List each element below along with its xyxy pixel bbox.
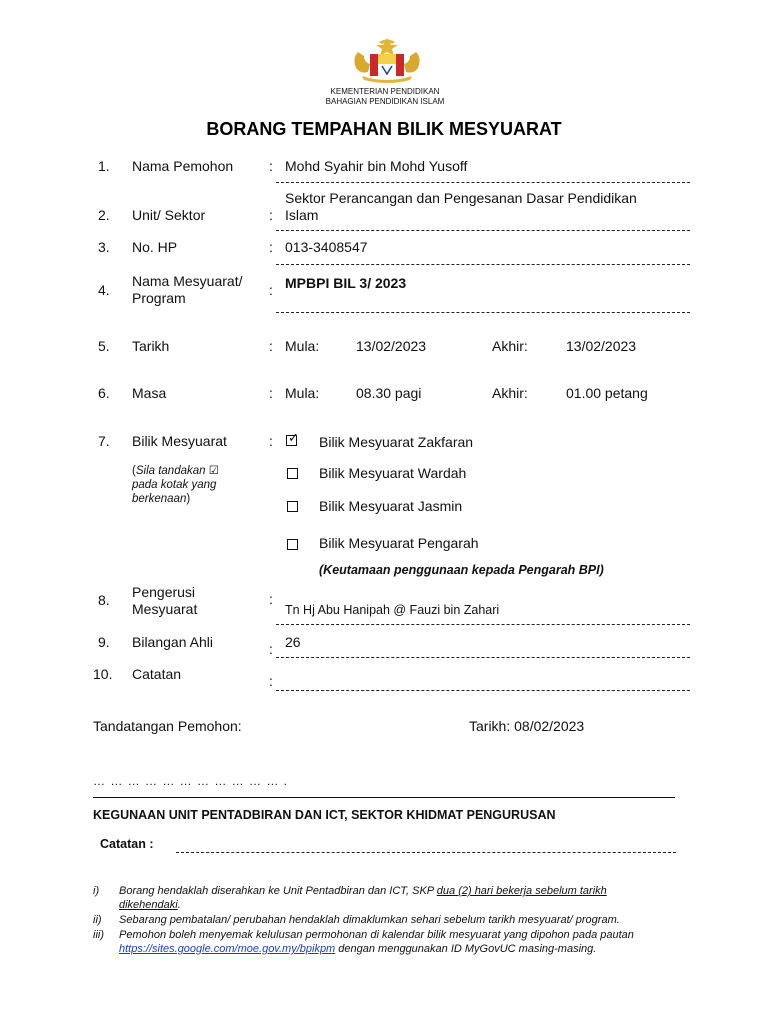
date-start-value: 13/02/2023 <box>356 338 427 354</box>
room-option-wardah: Bilik Mesyuarat Wardah <box>319 465 467 481</box>
coat-of-arms-icon <box>346 36 428 84</box>
ministry-line-2: BAHAGIAN PENDIDIKAN ISLAM <box>325 97 445 106</box>
signature-dots: … … … … … … … … … … … . <box>93 774 289 788</box>
footnote-1-emphasis-2: dikehendaki <box>119 899 178 911</box>
footnote-1-end: . <box>177 899 181 911</box>
colon: : <box>269 282 273 298</box>
ministry-logo <box>312 36 458 110</box>
time-end-label: Akhir: <box>492 385 528 401</box>
applicant-name-label: Nama Pemohon <box>132 158 234 174</box>
member-count-line <box>276 657 690 658</box>
note-paren-close: ) <box>186 493 191 505</box>
colon: : <box>269 338 273 354</box>
note-text-1: Sila tandakan <box>135 465 206 477</box>
chairperson-value: Tn Hj Abu Hanipah @ Fauzi bin Zahari <box>285 603 500 617</box>
room-option-jasmin: Bilik Mesyuarat Jasmin <box>319 498 463 514</box>
footnote-number: ii) <box>93 914 102 926</box>
colon: : <box>269 158 273 174</box>
footnote-3-text: Pemohon boleh menyemak kelulusan permohonan di kalendar bilik mesyuarat yang dipohon pada pautan <box>119 929 634 941</box>
time-start-value: 08.30 pagi <box>356 385 422 401</box>
footnote-number: iii) <box>93 929 104 941</box>
phone-value: 013-3408547 <box>285 239 368 255</box>
row-number: 4. <box>98 282 110 298</box>
meeting-name-label-line-2: Program <box>132 290 186 306</box>
room-checkbox-pengarah[interactable] <box>287 539 298 550</box>
row-number: 5. <box>98 338 110 354</box>
form-title: BORANG TEMPAHAN BILIK MESYUARAT <box>206 119 562 139</box>
applicant-name-value: Mohd Syahir bin Mohd Yusoff <box>285 158 468 174</box>
footnote-1-emphasis: dua (2) hari bekerja sebelum tarikh <box>436 885 607 897</box>
colon: : <box>269 673 273 689</box>
member-count-label: Bilangan Ahli <box>132 634 213 650</box>
row-number: 9. <box>98 634 110 650</box>
unit-sector-label: Unit/ Sektor <box>132 207 206 223</box>
section-divider <box>93 797 675 798</box>
meeting-name-value: MPBPI BIL 3/ 2023 <box>285 275 407 291</box>
phone-label: No. HP <box>132 239 178 255</box>
colon: : <box>269 239 273 255</box>
checked-box-icon: ☑ <box>208 465 220 477</box>
unit-sector-value-line-1: Sektor Perancangan dan Pengesanan Dasar Pendidikan <box>285 190 637 206</box>
applicant-name-line <box>276 182 690 183</box>
row-number: 7. <box>98 433 110 449</box>
colon: : <box>269 207 273 223</box>
ministry-line-1: KEMENTERIAN PENDIDIKAN <box>330 87 440 96</box>
ministry-name <box>312 87 458 107</box>
footnote-3-text-end: dengan menggunakan ID MyGovUC masing-masing. <box>335 943 597 955</box>
row-number: 1. <box>98 158 110 174</box>
room-option-pengarah: Bilik Mesyuarat Pengarah <box>319 535 479 551</box>
unit-sector-value-line-2: Islam <box>285 207 319 223</box>
chairperson-line <box>276 624 690 625</box>
date-label: Tarikh <box>132 338 170 354</box>
room-checkbox-zakfaran[interactable] <box>286 430 299 446</box>
footnote-2: Sebarang pembatalan/ perubahan hendaklah dimaklumkan sehari sebelum tarikh mesyuarat/ program. <box>119 914 620 926</box>
phone-line <box>276 264 690 265</box>
row-number: 8. <box>98 592 110 608</box>
colon: : <box>269 591 273 607</box>
footnote-1-text: Borang hendaklah diserahkan ke Unit Pentadbiran dan ICT, SKP <box>119 885 437 897</box>
calendar-link[interactable]: https://sites.google.com/moe.gov.my/bpikpm <box>119 943 336 955</box>
chairperson-label-line-2: Mesyuarat <box>132 601 198 617</box>
note-paren-open: ( <box>132 465 136 477</box>
office-use-title: KEGUNAAN UNIT PENTADBIRAN DAN ICT, SEKTOR KHIDMAT PENGURUSAN <box>93 808 556 822</box>
time-end-value: 01.00 petang <box>566 385 648 401</box>
time-start-label: Mula: <box>285 385 320 401</box>
remarks-label: Catatan <box>132 666 182 682</box>
row-number: 3. <box>98 239 110 255</box>
note-text-2: pada kotak yang <box>132 479 217 491</box>
footnote-number: i) <box>93 885 100 897</box>
colon: : <box>269 385 273 401</box>
row-number: 2. <box>98 207 110 223</box>
row-number: 6. <box>98 385 110 401</box>
signature-date: Tarikh: 08/02/2023 <box>469 718 585 734</box>
date-start-label: Mula: <box>285 338 320 354</box>
chairperson-label-line-1: Pengerusi <box>132 584 196 600</box>
time-label: Masa <box>132 385 167 401</box>
date-end-value: 13/02/2023 <box>566 338 637 354</box>
member-count-value: 26 <box>285 634 301 650</box>
meeting-room-instruction <box>132 464 252 506</box>
room-checkbox-wardah[interactable] <box>287 468 298 479</box>
row-number: 10. <box>93 666 113 682</box>
office-remarks-label: Catatan : <box>100 837 154 851</box>
room-checkbox-jasmin[interactable] <box>287 501 298 512</box>
footnote-1 <box>119 884 675 912</box>
room-option-zakfaran: Bilik Mesyuarat Zakfaran <box>319 434 474 450</box>
meeting-room-label: Bilik Mesyuarat <box>132 433 227 449</box>
remarks-line <box>276 690 690 691</box>
checkmark-icon: ✓ <box>288 430 299 445</box>
office-remarks-line <box>176 852 676 853</box>
unit-sector-line <box>276 230 690 231</box>
colon: : <box>269 433 273 449</box>
note-text-3: berkenaan <box>132 493 187 505</box>
date-end-label: Akhir: <box>492 338 528 354</box>
colon: : <box>269 641 273 657</box>
footnote-3 <box>119 928 675 956</box>
signature-label: Tandatangan Pemohon: <box>93 718 242 734</box>
meeting-name-line <box>276 312 690 313</box>
room-priority-note: (Keutamaan penggunaan kepada Pengarah BPI) <box>319 563 604 577</box>
meeting-name-label-line-1: Nama Mesyuarat/ <box>132 273 243 289</box>
